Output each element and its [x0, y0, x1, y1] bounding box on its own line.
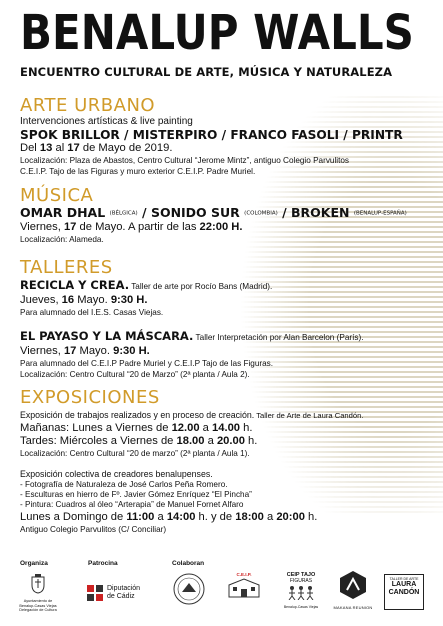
musica-heading: MÚSICA: [20, 185, 94, 206]
sponsors-footer: [0, 560, 443, 626]
circle-logo: [172, 572, 206, 611]
expo-2-item-2: - Esculturas en hierro de Fº. Javier Gómez Enríquez “El Pincha”: [20, 490, 252, 499]
ceip-padre-logo: C.E.I.P.: [224, 572, 264, 604]
arte-urbano-heading: ARTE URBANO: [20, 95, 156, 116]
taller-1-title: RECICLA Y CREA. Taller de arte por Rocío Bans (Madrid).: [20, 278, 273, 292]
expo-2-item-3: - Pintura: Cuadros al óleo “Arterapia” de Manuel Fornet Alfaro: [20, 500, 244, 509]
taller-2-date: Viernes, 17 Mayo. 9:30 H.: [20, 344, 150, 357]
arte-urbano-artists: SPOK BRILLOR / MISTERPIRO / FRANCO FASOLI / PRINTR: [20, 127, 403, 142]
figures-icon: [286, 584, 316, 600]
section-exposiciones: [20, 388, 363, 536]
expo-1-description: Exposición de trabajos realizados y en proceso de creación. Taller de Arte de Laura Candón.: [20, 410, 364, 420]
ayuntamiento-logo: Ayuntamiento de Benalup-Casas Viejas Delegación de Cultura: [18, 574, 58, 613]
taller-2-location: Localización: Centro Cultural “20 de Marzo” (2ª planta / Aula 2).: [20, 370, 250, 379]
expo-1-location: Localización: Centro Cultural “20 de marzo” (2ª planta / Aula 1).: [20, 449, 250, 458]
taller-1-audience: Para alumnado del I.E.S. Casas Viejas.: [20, 308, 164, 317]
taller-2-title: EL PAYASO Y LA MÁSCARA. Taller Interpretación por Alan Barcelon (París).: [20, 328, 364, 343]
ceip-tajo-logo: CEIP TAJO FIGURAS Benalup-Casas Viejas: [283, 572, 319, 609]
colaboran-label: Colaboran: [172, 560, 205, 567]
expo-2-item-1: - Fotografía de Naturaleza de José Carlos Peña Romero.: [20, 480, 228, 489]
arte-urbano-date: Del 13 al 17 de Mayo de 2019.: [20, 141, 173, 154]
laura-candon-logo: TALLER DE ARTE LAURA CANDÓN: [384, 574, 424, 610]
arte-urbano-location-1: Localización: Plaza de Abastos, Centro Cultural “Jerome Mintz”, antiguo Colegio Parvulitos: [20, 155, 350, 165]
section-talleres: [20, 258, 363, 381]
musica-date: Viernes, 17 de Mayo. A partir de las 22:00 H.: [20, 220, 243, 233]
expo-1-afternoons: Tardes: Miércoles a Viernes de 18.00 a 20.00 h.: [20, 435, 258, 447]
ceip-circle-icon: [172, 572, 206, 606]
organiza-label: Organiza: [20, 560, 48, 567]
poster-title: BENALUP WALLS: [20, 4, 414, 61]
section-musica: [20, 186, 407, 245]
makana-emblem-icon: [339, 570, 367, 600]
expo-2-hours: Lunes a Domingo de 11:00 a 14:00 h. y de 18:00 a 20:00 h.: [20, 511, 318, 523]
crest-icon: [31, 574, 45, 594]
talleres-heading: TALLERES: [20, 257, 113, 278]
expo-2-location: Antiguo Colegio Parvulitos (C/ Conciliar): [20, 525, 167, 534]
diputacion-logo: Diputación de Cádiz: [86, 584, 140, 602]
taller-2-audience: Para alumnado del C.E.I.P Padre Muriel y C.E.I.P Tajo de las Figuras.: [20, 358, 274, 368]
school-building-icon: [227, 577, 261, 599]
expo-1-mornings: Mañanas: Lunes a Viernes de 12.00 a 14.00 h.: [20, 422, 253, 434]
diputacion-emblem-icon: [86, 584, 104, 602]
poster-subtitle: ENCUENTRO CULTURAL DE ARTE, MÚSICA Y NATURALEZA: [20, 65, 393, 79]
arte-urbano-intro: Intervenciones artísticas & live painting: [20, 116, 193, 127]
makana-logo: MAKANA REUNION: [332, 570, 374, 610]
expo-2-description: Exposición colectiva de creadores benalupenses.: [20, 468, 213, 479]
arte-urbano-location-2: C.E.I.P. Tajo de las Figuras y muro exterior C.E.I.P. Padre Muriel.: [20, 167, 256, 176]
section-arte-urbano: [20, 96, 403, 178]
exposiciones-heading: EXPOSICIONES: [20, 387, 160, 408]
patrocina-label: Patrocina: [88, 560, 118, 567]
taller-1-date: Jueves, 16 Mayo. 9:30 H.: [20, 294, 148, 306]
musica-location: Localización: Alameda.: [20, 234, 104, 244]
musica-artists: OMAR DHAL (BÉLGICA) / SONIDO SUR (COLOMBIA) / BROKEN (BENALUP-ESPAÑA): [20, 205, 407, 220]
